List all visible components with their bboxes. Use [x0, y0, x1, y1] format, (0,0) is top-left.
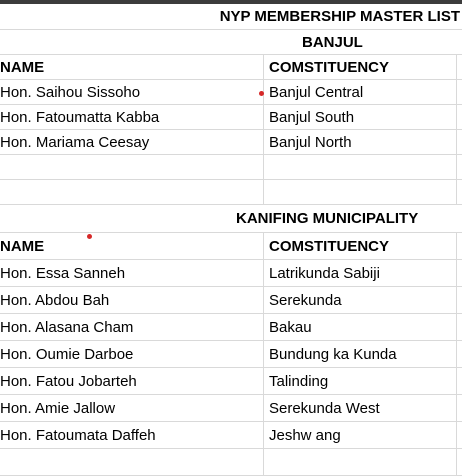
header-constituency: COMSTITUENCY — [269, 58, 389, 76]
cell-constituency[interactable]: Jeshw ang — [269, 426, 341, 444]
cell-constituency[interactable]: Talinding — [269, 372, 329, 390]
cell-constituency[interactable]: Latrikunda Sabiji — [269, 264, 380, 282]
title-row[interactable] — [0, 4, 462, 30]
cell-name[interactable]: Hon. Fatoumatta Kabba — [0, 108, 160, 126]
cell-name[interactable]: Hon. Amie Jallow — [0, 399, 116, 417]
table-row[interactable] — [0, 80, 462, 105]
red-dot-marker — [259, 91, 264, 96]
table-row[interactable] — [0, 105, 462, 130]
section-title-banjul: BANJUL — [302, 33, 363, 51]
red-dot-marker — [87, 234, 92, 239]
cell-name[interactable]: Hon. Alasana Cham — [0, 318, 134, 336]
cell-constituency[interactable]: Bundung ka Kunda — [269, 345, 397, 363]
header-row[interactable] — [0, 233, 462, 260]
table-row[interactable] — [0, 341, 462, 368]
cell-name[interactable]: Hon. Fatoumata Daffeh — [0, 426, 156, 444]
header-name: NAME — [0, 237, 45, 255]
header-constituency: COMSTITUENCY — [269, 237, 389, 255]
table-row[interactable] — [0, 368, 462, 395]
cell-name[interactable]: Hon. Essa Sanneh — [0, 264, 126, 282]
cell-name[interactable]: Hon. Fatou Jobarteh — [0, 372, 137, 390]
section-title-kanifing: KANIFING MUNICIPALITY — [236, 210, 419, 227]
header-name: NAME — [0, 58, 45, 76]
table-row[interactable] — [0, 395, 462, 422]
cell-constituency[interactable]: Banjul Central — [269, 83, 364, 101]
sheet-title: NYP MEMBERSHIP MASTER LIST — [219, 8, 460, 25]
empty-row[interactable] — [0, 180, 462, 205]
cell-constituency[interactable]: Bakau — [269, 318, 312, 336]
cell-constituency[interactable]: Banjul South — [269, 108, 355, 126]
cell-constituency[interactable]: Banjul North — [269, 133, 352, 151]
cell-name[interactable]: Hon. Oumie Darboe — [0, 345, 134, 363]
cell-name[interactable]: Hon. Saihou Sissoho — [0, 83, 141, 101]
table-row[interactable] — [0, 422, 462, 449]
table-row[interactable] — [0, 287, 462, 314]
cell-name[interactable]: Hon. Abdou Bah — [0, 291, 110, 309]
section-title-row[interactable] — [0, 205, 462, 233]
table-row[interactable] — [0, 130, 462, 155]
table-row[interactable] — [0, 314, 462, 341]
table-row[interactable] — [0, 260, 462, 287]
section-title-row[interactable] — [0, 30, 462, 55]
cell-constituency[interactable]: Serekunda West — [269, 399, 380, 417]
spreadsheet — [0, 4, 462, 476]
cell-constituency[interactable]: Serekunda — [269, 291, 342, 309]
cell-name[interactable]: Hon. Mariama Ceesay — [0, 133, 150, 151]
empty-row[interactable] — [0, 155, 462, 180]
header-row[interactable] — [0, 55, 462, 80]
empty-row[interactable] — [0, 449, 462, 476]
